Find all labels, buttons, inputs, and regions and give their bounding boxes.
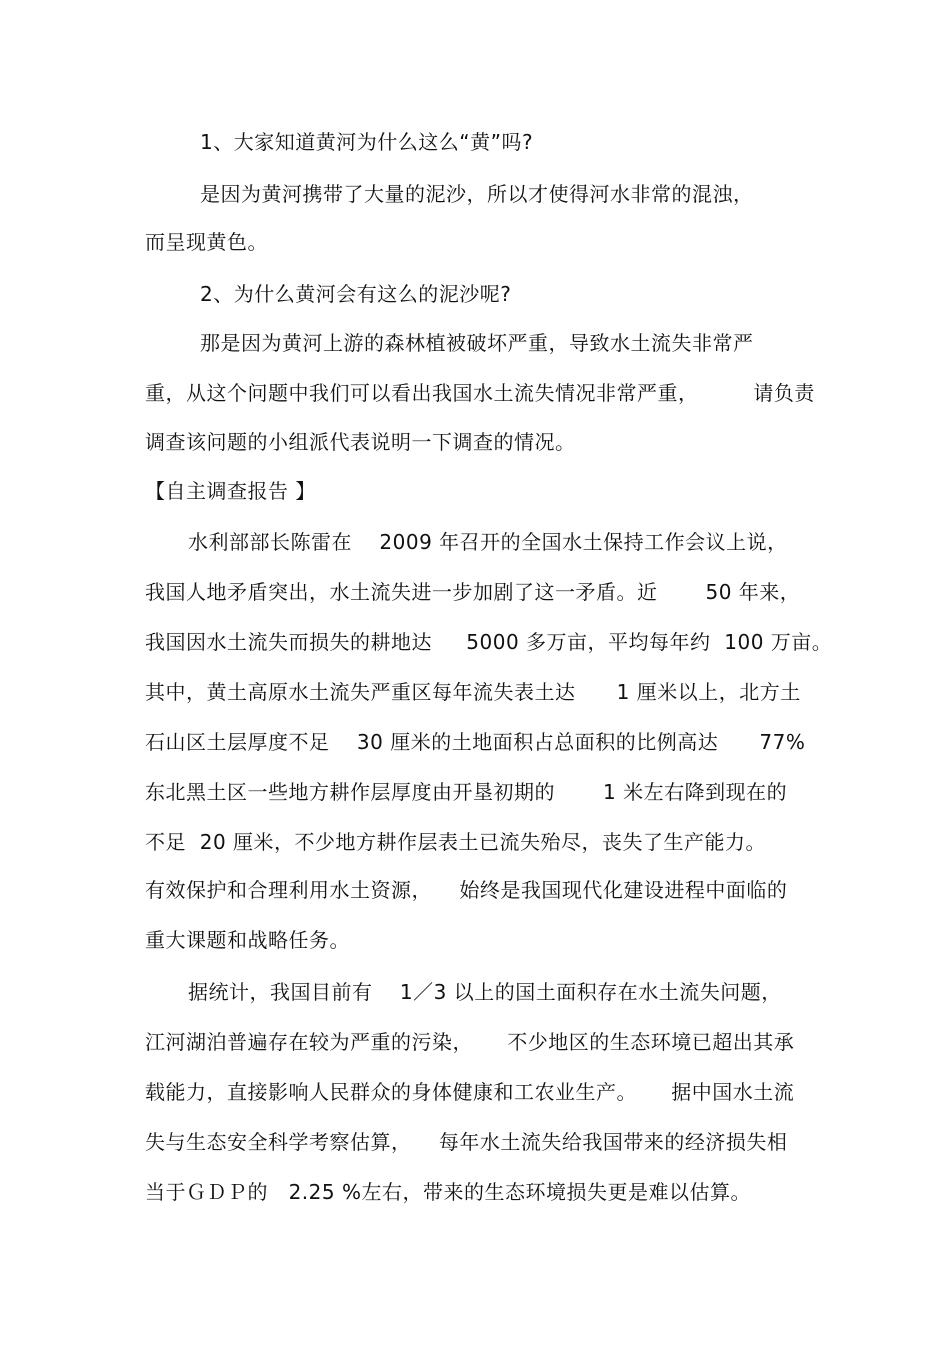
- answer-2-line-1: 那是因为黄河上游的森林植被破坏严重，导致水土流失非常严: [200, 331, 754, 355]
- report-p1-line-7: 不足 20 厘米，不少地方耕作层表土已流失殆尽，丧失了生产能力。: [145, 830, 767, 854]
- answer-1-line-1: 是因为黄河携带了大量的泥沙，所以才使得河水非常的混浊，: [200, 182, 754, 206]
- report-p2-line-4: 失与生态安全科学考察估算， 每年水土流失给我国带来的经济损失相: [145, 1130, 788, 1154]
- report-p1-line-1: 水利部部长陈雷在 2009 年召开的全国水土保持工作会议上说，: [188, 530, 788, 554]
- report-p1-line-4: 其中，黄土高原水土流失严重区每年流失表土达 1 厘米以上，北方土: [145, 680, 801, 704]
- report-p2-line-5: 当于ＧＤＰ的 2.25 %左右，带来的生态环境损失更是难以估算。: [145, 1180, 751, 1204]
- report-p1-line-5: 石山区土层厚度不足 30 厘米的土地面积占总面积的比例高达 77%: [145, 730, 806, 754]
- report-p1-line-6: 东北黑土区一些地方耕作层厚度由开垦初期的 1 米左右降到现在的: [145, 780, 788, 804]
- answer-2-line-2: 重，从这个问题中我们可以看出我国水土流失情况非常严重， 请负责: [145, 381, 815, 405]
- answer-1-line-2: 而呈现黄色。: [145, 230, 268, 254]
- report-p1-line-2: 我国人地矛盾突出，水土流失进一步加剧了这一矛盾。近 50 年来，: [145, 580, 801, 604]
- question-1: 1、大家知道黄河为什么这么“黄”吗?: [200, 130, 534, 154]
- report-p1-line-9: 重大课题和战略任务。: [145, 928, 350, 952]
- report-p2-line-3: 载能力，直接影响人民群众的身体健康和工农业生产。 据中国水土流: [145, 1080, 795, 1104]
- answer-2-line-3: 调查该问题的小组派代表说明一下调查的情况。: [145, 430, 576, 454]
- section-heading: 【自主调查报告 】: [145, 479, 316, 503]
- report-p1-line-8: 有效保护和合理利用水土资源， 始终是我国现代化建设进程中面临的: [145, 878, 788, 902]
- report-p2-line-1: 据统计，我国目前有 1／3 以上的国土面积存在水土流失问题，: [188, 980, 782, 1004]
- question-2: 2、为什么黄河会有这么的泥沙呢?: [200, 282, 512, 306]
- report-p1-line-3: 我国因水土流失而损失的耕地达 5000 多万亩，平均每年约 100 万亩。: [145, 630, 833, 654]
- report-p2-line-2: 江河湖泊普遍存在较为严重的污染， 不少地区的生态环境已超出其承: [145, 1030, 795, 1054]
